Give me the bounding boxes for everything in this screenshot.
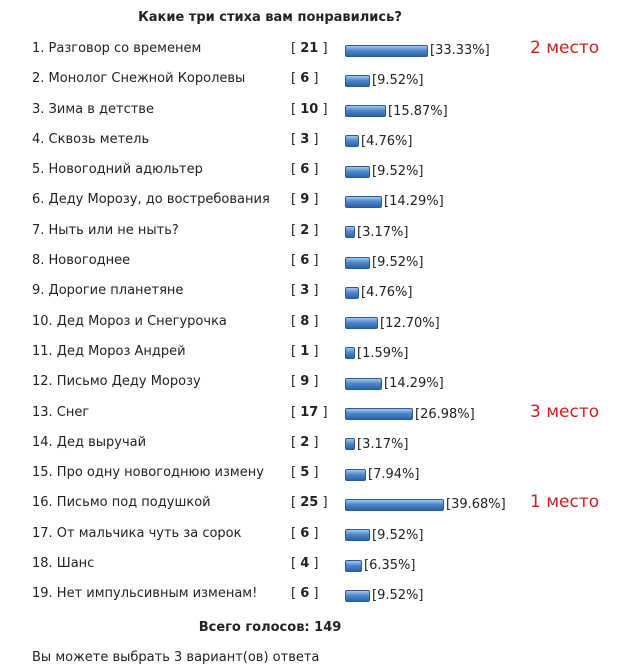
vote-count-value: 6 [300,162,310,178]
result-bar-group [345,194,444,208]
poll-option-row [0,579,640,609]
vote-count: [ 4 ] [291,556,319,572]
option-label: 13. Снег [32,404,90,420]
poll-option-row [0,276,640,306]
result-bar-group [345,255,423,269]
result-bar [345,408,413,420]
vote-count: [ 10 ] [291,101,328,117]
result-percent: [3.17%] [357,436,409,452]
vote-count: [ 3 ] [291,131,319,147]
vote-count: [ 2 ] [291,222,319,238]
result-percent: [3.17%] [357,224,409,240]
option-label: 6. Деду Морозу, до востребования [32,192,270,208]
option-label: 5. Новогодний адюльтер [32,162,203,178]
result-bar-group [345,346,408,360]
result-percent: [9.52%] [372,73,424,89]
poll-option-row [0,307,640,337]
result-bar-group [345,376,444,390]
poll-option-row [0,185,640,215]
result-bar [345,438,355,450]
result-bar-group [345,134,412,148]
option-label: 3. Зима в детстве [32,101,154,117]
vote-count: [ 21 ] [291,41,328,56]
result-bar-group [345,43,490,57]
vote-count: [ 1 ] [291,343,319,359]
poll-title: Какие три стиха вам понравились? [138,10,402,25]
poll-option-row [0,246,640,276]
poll-option-row [0,216,640,246]
vote-count: [ 9 ] [291,192,319,208]
result-bar-group [345,104,448,118]
option-label: 18. Шанс [32,556,95,572]
result-bar-group [345,164,423,178]
option-label: 15. Про одну новогоднюю измену [32,465,264,481]
vote-count-value: 9 [300,374,310,390]
vote-count: [ 9 ] [291,374,319,390]
poll-option-row [0,428,640,458]
result-bar-group [345,73,423,87]
result-bar-group [345,528,423,542]
vote-count: [ 6 ] [291,525,319,541]
vote-count-value: 21 [300,41,319,56]
vote-count-value: 2 [300,434,310,450]
option-label: 2. Монолог Снежной Королевы [32,71,246,87]
vote-count: [ 17 ] [291,404,328,420]
vote-count-value: 6 [300,586,310,602]
result-percent: [39.68%] [446,497,506,513]
vote-count-value: 6 [300,71,310,87]
result-bar [345,499,444,511]
poll-option-row [0,519,640,549]
result-percent: [4.76%] [361,133,413,149]
option-label: 16. Письмо под подушкой [32,495,211,511]
vote-count: [ 3 ] [291,283,319,299]
poll-option-row [0,367,640,397]
poll-option-row [0,34,640,64]
result-percent: [4.76%] [361,285,413,301]
vote-count-value: 6 [300,253,310,269]
poll-results [0,34,640,610]
vote-count-value: 3 [300,131,310,147]
option-label: 7. Ныть или не ныть? [32,222,179,238]
vote-count-value: 1 [300,343,310,359]
vote-count: [ 6 ] [291,71,319,87]
vote-count: [ 6 ] [291,162,319,178]
vote-count: [ 5 ] [291,465,319,481]
result-bar-group [345,407,475,421]
poll-option-row [0,64,640,94]
option-label: 19. Нет импульсивным изменам! [32,586,258,602]
vote-count-value: 17 [300,404,319,420]
vote-count: [ 6 ] [291,586,319,602]
result-bar [345,287,359,299]
result-bar-group [345,467,419,481]
vote-count-value: 6 [300,525,310,541]
poll-option-row [0,398,640,428]
result-bar [345,317,378,329]
vote-count: [ 25 ] [291,495,328,511]
result-bar [345,75,370,87]
result-percent: [15.87%] [388,103,448,119]
option-label: 1. Разговор со временем [32,41,202,56]
vote-count-value: 2 [300,222,310,238]
place-annotation: 3 место [530,401,600,422]
result-bar-group [345,437,408,451]
result-bar [345,529,370,541]
footer-note: Вы можете выбрать 3 вариант(ов) ответа [32,650,320,665]
result-bar [345,105,386,117]
poll-option-row [0,337,640,367]
option-label: 4. Сквозь метель [32,131,150,147]
option-label: 9. Дорогие планетяне [32,283,184,299]
result-percent: [14.29%] [384,194,444,210]
result-percent: [9.52%] [372,588,424,604]
poll-option-row [0,95,640,125]
result-bar [345,378,382,390]
vote-count-value: 25 [300,495,319,511]
vote-count: [ 8 ] [291,313,319,329]
vote-count: [ 2 ] [291,434,319,450]
result-bar [345,590,370,602]
result-percent: [9.52%] [372,164,424,180]
poll-option-row [0,458,640,488]
option-label: 12. Письмо Деду Морозу [32,374,201,390]
poll-option-row [0,125,640,155]
option-label: 10. Дед Мороз и Снегурочка [32,313,227,329]
place-annotation: 2 место [530,38,600,58]
result-percent: [33.33%] [430,43,490,58]
vote-count-value: 10 [300,101,319,117]
result-bar-group [345,588,423,602]
result-bar-group [345,285,412,299]
result-percent: [1.59%] [357,345,409,361]
result-bar [345,226,355,238]
poll-option-row [0,155,640,185]
option-label: 8. Новогоднее [32,253,131,269]
vote-count-value: 4 [300,556,310,572]
result-percent: [9.52%] [372,527,424,543]
result-percent: [12.70%] [380,315,440,331]
result-bar-group [345,558,415,572]
option-label: 17. От мальчика чуть за сорок [32,525,242,541]
result-bar-group [345,316,440,330]
result-bar [345,257,370,269]
total-votes: Всего голосов: 149 [198,620,342,635]
result-percent: [6.35%] [364,558,416,574]
poll-option-row [0,549,640,579]
vote-count-value: 3 [300,283,310,299]
poll-option-row [0,488,640,518]
option-label: 11. Дед Мороз Андрей [32,343,186,359]
result-bar [345,560,362,572]
vote-count-value: 9 [300,192,310,208]
result-bar [345,45,428,57]
result-bar [345,347,355,359]
result-percent: [7.94%] [368,467,420,483]
result-percent: [14.29%] [384,376,444,392]
result-bar [345,196,382,208]
result-bar [345,166,370,178]
vote-count-value: 5 [300,465,310,481]
place-annotation: 1 место [530,492,600,513]
result-percent: [26.98%] [415,406,475,422]
result-percent: [9.52%] [372,255,424,271]
result-bar-group [345,225,408,239]
vote-count-value: 8 [300,313,310,329]
result-bar [345,469,366,481]
result-bar-group [345,497,506,511]
vote-count: [ 6 ] [291,253,319,269]
option-label: 14. Дед выручай [32,434,147,450]
result-bar [345,135,359,147]
